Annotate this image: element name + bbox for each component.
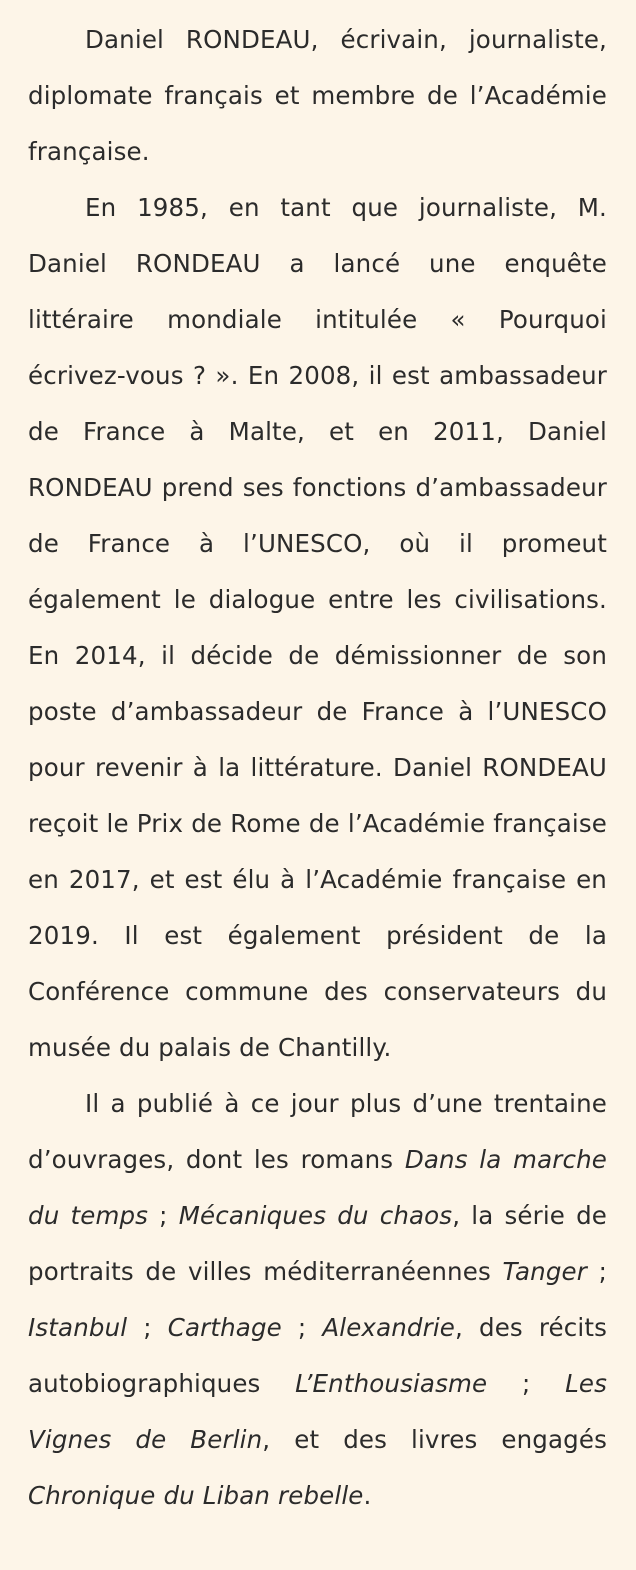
bibliography-text: ;	[127, 1313, 168, 1342]
book-title: Les Vignes de Berlin	[28, 1369, 607, 1454]
book-title: Istanbul	[28, 1313, 128, 1342]
paragraph-career: En 1985, en tant que journaliste, M. Daniel RONDEAU a lancé une enquête littéraire mondiale intitulée « Pourquoi écrivez-vous ? ». En 2008, il est ambassadeur de France à Malte, et en 2011, Daniel RONDEAU prend ses fonctions d’ambassadeur de France à l’UNESCO, où il promeut également le dialogue entre les civilisations. En 2014, il décide de démissionner de son poste d’ambassadeur de France à l’UNESCO pour revenir à la littérature. Daniel RONDEAU reçoit le Prix de Rome de l’Académie française en 2017, et est élu à l’Académie française en 2019. Il est également président de la Conférence commune des conservateurs du musée du palais de Chantilly.	[28, 193, 607, 1062]
bibliography-text: Il a publié à ce jour plus d’une trentaine d’ouvrages, dont les romans	[28, 1089, 607, 1174]
bibliography-text: .	[363, 1481, 372, 1510]
bibliography-text: , et des livres engagés	[262, 1425, 608, 1454]
bibliography-text: ;	[281, 1313, 323, 1342]
book-title: L’Enthousiasme	[295, 1369, 488, 1398]
book-title: Dans la marche du temps	[28, 1145, 607, 1230]
bibliography-text: ;	[148, 1201, 179, 1230]
book-title: Mécaniques du chaos	[178, 1201, 453, 1230]
paragraph-biography-intro: Daniel RONDEAU, écrivain, journaliste, diplomate français et membre de l’Académie française.	[28, 25, 607, 166]
bibliography-text: ;	[487, 1369, 566, 1398]
bibliography-text: , des récits autobiographiques	[28, 1313, 608, 1398]
bibliography-text: ;	[587, 1257, 607, 1286]
book-title: Chronique du Liban rebelle	[28, 1481, 364, 1510]
book-title: Alexandrie	[322, 1313, 456, 1342]
book-title: Carthage	[167, 1313, 282, 1342]
bibliography-text: , la série de portraits de villes méditerranéennes	[28, 1201, 608, 1286]
book-title: Tanger	[502, 1257, 587, 1286]
paragraph-bibliography	[28, 1076, 607, 1524]
